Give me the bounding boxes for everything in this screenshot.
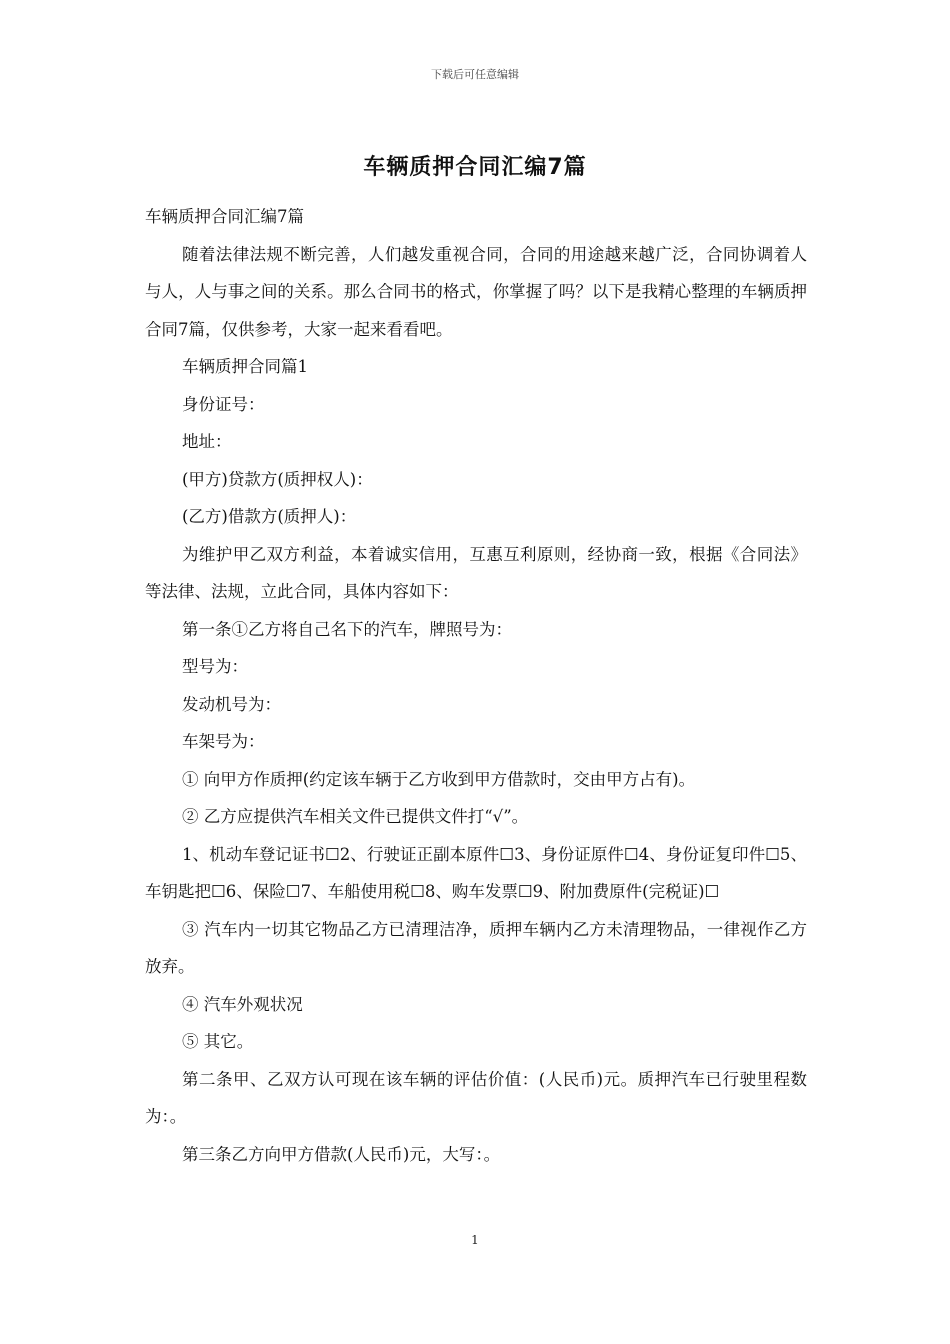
paragraph-frame-number: 车架号为：	[182, 732, 265, 751]
paragraph-article-2: 第二条甲、乙双方认可现在该车辆的评估价值：(人民币)元。质押汽车已行驶里程数为：。	[145, 1069, 807, 1126]
paragraph-article-1: 第一条①乙方将自己名下的汽车，牌照号为：	[182, 619, 512, 639]
paragraph-party-a: (甲方)贷款方(质押权人)：	[182, 469, 373, 489]
document-body	[145, 198, 807, 1173]
paragraph-contract-heading: 车辆质押合同篇1	[182, 357, 308, 376]
document-title: 车辆质押合同汇编7篇	[363, 155, 587, 180]
paragraph-id-number: 身份证号：	[182, 394, 265, 414]
paragraph-item-4: ④ 汽车外观状况	[182, 994, 303, 1014]
paragraph-subtitle: 车辆质押合同汇编7篇	[145, 207, 304, 226]
paragraph-preamble: 为维护甲乙双方利益，本着诚实信用，互惠互利原则，经协商一致，根据《合同法》等法律、法规，立此合同，具体内容如下：	[145, 544, 807, 601]
paragraph-item-5: ⑤ 其它。	[182, 1032, 254, 1051]
paragraph-item-1: ① 向甲方作质押(约定该车辆于乙方收到甲方借款时，交由甲方占有)。	[182, 769, 696, 789]
paragraph-intro: 随着法律法规不断完善，人们越发重视合同，合同的用途越来越广泛，合同协调着人与人，人与事之间的关系。那么合同书的格式，你掌握了吗？以下是我精心整理的车辆质押合同7篇，仅供参考，大家一起来看看吧。	[145, 244, 807, 339]
paragraph-model: 型号为：	[182, 657, 248, 676]
paragraph-item-2: ② 乙方应提供汽车相关文件已提供文件打“√”。	[182, 807, 529, 826]
header-note: 下载后可任意编辑	[431, 68, 519, 81]
paragraph-document-checklist: 1、机动车登记证书☐2、行驶证正副本原件☐3、身份证原件☐4、身份证复印件☐5、车钥匙把☐6、保险☐7、车船使用税☐8、购车发票☐9、附加费原件(完税证)☐	[145, 844, 807, 901]
paragraph-address: 地址：	[182, 432, 232, 451]
paragraph-article-3: 第三条乙方向甲方借款(人民币)元，大写：。	[182, 1144, 501, 1164]
paragraph-party-b: (乙方)借款方(质押人)：	[182, 507, 357, 526]
paragraph-engine-number: 发动机号为：	[182, 694, 281, 714]
page-number: 1	[471, 1233, 479, 1247]
paragraph-item-3: ③ 汽车内一切其它物品乙方已清理洁净，质押车辆内乙方未清理物品，一律视作乙方放弃。	[145, 919, 807, 976]
